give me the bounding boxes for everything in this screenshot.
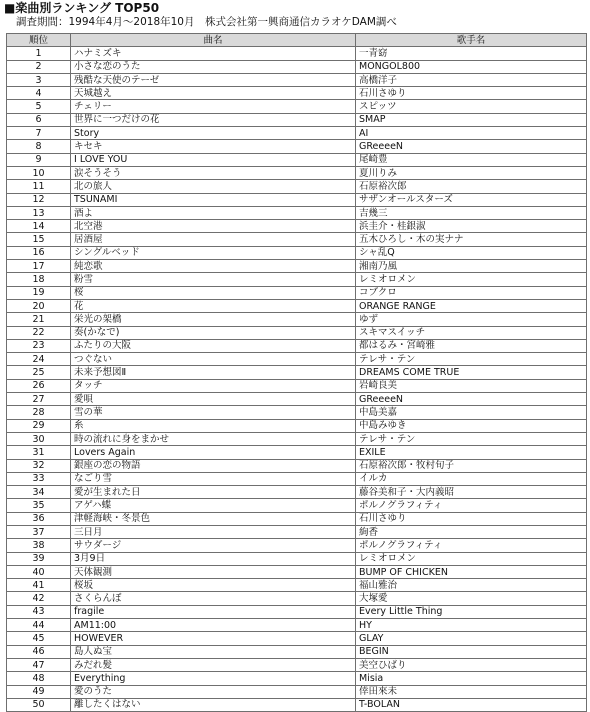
artist-cell: イルカ [356,472,587,485]
table-row [7,180,587,193]
artist-cell: EXILE [356,446,587,459]
song-cell: チェリー [71,100,356,113]
song-cell: アゲハ蝶 [71,499,356,512]
song-cell: 時の流れに身をまかせ [71,432,356,445]
song-cell: 奏(かなで) [71,326,356,339]
rank-cell: 11 [7,180,71,193]
rank-cell: 40 [7,565,71,578]
rank-cell: 17 [7,260,71,273]
rank-cell: 9 [7,153,71,166]
table-row [7,592,587,605]
rank-cell: 32 [7,459,71,472]
column-header-artist: 歌手名 [356,34,587,47]
rank-cell: 34 [7,486,71,499]
rank-cell: 38 [7,539,71,552]
rank-cell: 15 [7,233,71,246]
artist-cell: DREAMS COME TRUE [356,366,587,379]
song-cell: サウダージ [71,539,356,552]
song-cell: 北の旅人 [71,180,356,193]
artist-cell: 石原裕次郎 [356,180,587,193]
artist-cell: GLAY [356,632,587,645]
song-cell: さくらんぼ [71,592,356,605]
rank-cell: 6 [7,113,71,126]
table-row [7,539,587,552]
song-cell: みだれ髪 [71,658,356,671]
rank-cell: 44 [7,619,71,632]
song-cell: 花 [71,299,356,312]
artist-cell: 浜圭介・桂銀淑 [356,220,587,233]
song-cell: 三日月 [71,525,356,538]
table-row [7,339,587,352]
table-row [7,166,587,179]
artist-cell: 福山雅治 [356,579,587,592]
song-cell: 未来予想図Ⅱ [71,366,356,379]
rank-cell: 36 [7,512,71,525]
survey-period: 調査期間：1994年4月～2018年10月 株式会社第一興商通信カラオケDAM調べ [16,16,397,28]
table-row [7,73,587,86]
table-body [7,47,587,712]
artist-cell: ポルノグラフィティ [356,539,587,552]
song-cell: Everything [71,672,356,685]
song-cell: つぐない [71,353,356,366]
song-cell: 純恋歌 [71,260,356,273]
song-cell: 粉雪 [71,273,356,286]
song-cell: I LOVE YOU [71,153,356,166]
rank-cell: 50 [7,698,71,711]
rank-cell: 47 [7,658,71,671]
rank-cell: 1 [7,47,71,60]
table-row [7,246,587,259]
song-cell: 3月9日 [71,552,356,565]
song-cell: AM11:00 [71,619,356,632]
artist-cell: AI [356,127,587,140]
artist-cell: スピッツ [356,100,587,113]
artist-cell: GReeeeN [356,140,587,153]
artist-cell: 倖田來未 [356,685,587,698]
artist-cell: BUMP OF CHICKEN [356,565,587,578]
table-row [7,432,587,445]
rank-cell: 27 [7,393,71,406]
table-row [7,366,587,379]
song-cell: なごり雪 [71,472,356,485]
table-row [7,552,587,565]
artist-cell: レミオロメン [356,273,587,286]
rank-cell: 22 [7,326,71,339]
artist-cell: スキマスイッチ [356,326,587,339]
song-cell: 愛のうた [71,685,356,698]
rank-cell: 12 [7,193,71,206]
table-row [7,299,587,312]
song-cell: 桜 [71,286,356,299]
song-cell: キセキ [71,140,356,153]
rank-cell: 37 [7,525,71,538]
song-cell: 世界に一つだけの花 [71,113,356,126]
table-row [7,486,587,499]
song-cell: 天城越え [71,87,356,100]
rank-cell: 31 [7,446,71,459]
table-row [7,645,587,658]
artist-cell: Every Little Thing [356,605,587,618]
rank-cell: 25 [7,366,71,379]
table-header-row [7,34,587,47]
artist-cell: ポルノグラフィティ [356,499,587,512]
song-cell: 雪の華 [71,406,356,419]
artist-cell: BEGIN [356,645,587,658]
table-row [7,632,587,645]
rank-cell: 41 [7,579,71,592]
rank-cell: 45 [7,632,71,645]
song-cell: 北空港 [71,220,356,233]
rank-cell: 43 [7,605,71,618]
song-cell: 酒よ [71,206,356,219]
table-row [7,446,587,459]
artist-cell: 中島美嘉 [356,406,587,419]
table-row [7,525,587,538]
song-cell: HOWEVER [71,632,356,645]
rank-cell: 33 [7,472,71,485]
artist-cell: 絢香 [356,525,587,538]
table-row [7,499,587,512]
artist-cell: シャ乱Q [356,246,587,259]
song-cell: 栄光の架橋 [71,313,356,326]
artist-cell: 都はるみ・宮崎雅 [356,339,587,352]
song-cell: fragile [71,605,356,618]
artist-cell: 石川さゆり [356,87,587,100]
rank-cell: 49 [7,685,71,698]
artist-cell: ORANGE RANGE [356,299,587,312]
artist-cell: 岩崎良美 [356,379,587,392]
song-cell: シングルベッド [71,246,356,259]
rank-cell: 8 [7,140,71,153]
artist-cell: 藤谷美和子・大内義昭 [356,486,587,499]
artist-cell: 中島みゆき [356,419,587,432]
song-cell: Lovers Again [71,446,356,459]
table-row [7,379,587,392]
artist-cell: 石原裕次郎・牧村旬子 [356,459,587,472]
song-cell: 銀座の恋の物語 [71,459,356,472]
table-row [7,353,587,366]
artist-cell: ゆず [356,313,587,326]
table-row [7,87,587,100]
rank-cell: 19 [7,286,71,299]
artist-cell: GReeeeN [356,393,587,406]
song-cell: 居酒屋 [71,233,356,246]
table-row [7,220,587,233]
table-row [7,127,587,140]
artist-cell: 五木ひろし・木の実ナナ [356,233,587,246]
artist-cell: 吉幾三 [356,206,587,219]
rank-cell: 7 [7,127,71,140]
rank-cell: 24 [7,353,71,366]
table-row [7,393,587,406]
rank-cell: 3 [7,73,71,86]
table-row [7,273,587,286]
rank-cell: 16 [7,246,71,259]
artist-cell: レミオロメン [356,552,587,565]
artist-cell: テレサ・テン [356,432,587,445]
artist-cell: 美空ひばり [356,658,587,671]
rank-cell: 26 [7,379,71,392]
rank-cell: 35 [7,499,71,512]
song-cell: タッチ [71,379,356,392]
table-row [7,472,587,485]
artist-cell: テレサ・テン [356,353,587,366]
table-row [7,113,587,126]
rank-cell: 28 [7,406,71,419]
table-row [7,685,587,698]
song-cell: TSUNAMI [71,193,356,206]
table-row [7,100,587,113]
artist-cell: SMAP [356,113,587,126]
rank-cell: 14 [7,220,71,233]
song-cell: 津軽海峡・冬景色 [71,512,356,525]
song-cell: 糸 [71,419,356,432]
table-row [7,286,587,299]
rank-cell: 2 [7,60,71,73]
song-cell: 残酷な天使のテーゼ [71,73,356,86]
rank-cell: 30 [7,432,71,445]
column-header-rank: 順位 [7,34,71,47]
table-row [7,619,587,632]
rank-cell: 39 [7,552,71,565]
artist-cell: Misia [356,672,587,685]
artist-cell: 夏川りみ [356,166,587,179]
rank-cell: 18 [7,273,71,286]
table-row [7,406,587,419]
song-cell: ハナミズキ [71,47,356,60]
rank-cell: 5 [7,100,71,113]
artist-cell: HY [356,619,587,632]
artist-cell: 一青窈 [356,47,587,60]
table-row [7,140,587,153]
rank-cell: 23 [7,339,71,352]
artist-cell: 尾崎豊 [356,153,587,166]
table-row [7,47,587,60]
ranking-table [6,33,587,712]
table-row [7,565,587,578]
artist-cell: 石川さゆり [356,512,587,525]
table-row [7,512,587,525]
rank-cell: 46 [7,645,71,658]
table-row [7,153,587,166]
rank-cell: 29 [7,419,71,432]
rank-cell: 13 [7,206,71,219]
table-row [7,206,587,219]
table-row [7,605,587,618]
table-row [7,60,587,73]
rank-cell: 20 [7,299,71,312]
table-row [7,459,587,472]
table-row [7,658,587,671]
song-cell: 島人ぬ宝 [71,645,356,658]
rank-cell: 10 [7,166,71,179]
song-cell: ふたりの大阪 [71,339,356,352]
rank-cell: 21 [7,313,71,326]
song-cell: 愛唄 [71,393,356,406]
artist-cell: T-BOLAN [356,698,587,711]
column-header-song: 曲名 [71,34,356,47]
page-title: ■楽曲別ランキング TOP50 [4,1,160,15]
table-row [7,260,587,273]
artist-cell: 湘南乃風 [356,260,587,273]
rank-cell: 42 [7,592,71,605]
table-row [7,233,587,246]
table-row [7,672,587,685]
song-cell: 涙そうそう [71,166,356,179]
table-row [7,579,587,592]
song-cell: 愛が生まれた日 [71,486,356,499]
rank-cell: 48 [7,672,71,685]
song-cell: 桜坂 [71,579,356,592]
song-cell: 天体観測 [71,565,356,578]
table-row [7,326,587,339]
artist-cell: サザンオールスターズ [356,193,587,206]
table-row [7,193,587,206]
table-row [7,698,587,711]
artist-cell: 大塚愛 [356,592,587,605]
table-row [7,419,587,432]
artist-cell: MONGOL800 [356,60,587,73]
song-cell: Story [71,127,356,140]
song-cell: 離したくはない [71,698,356,711]
table-row [7,313,587,326]
artist-cell: 高橋洋子 [356,73,587,86]
song-cell: 小さな恋のうた [71,60,356,73]
rank-cell: 4 [7,87,71,100]
artist-cell: コブクロ [356,286,587,299]
